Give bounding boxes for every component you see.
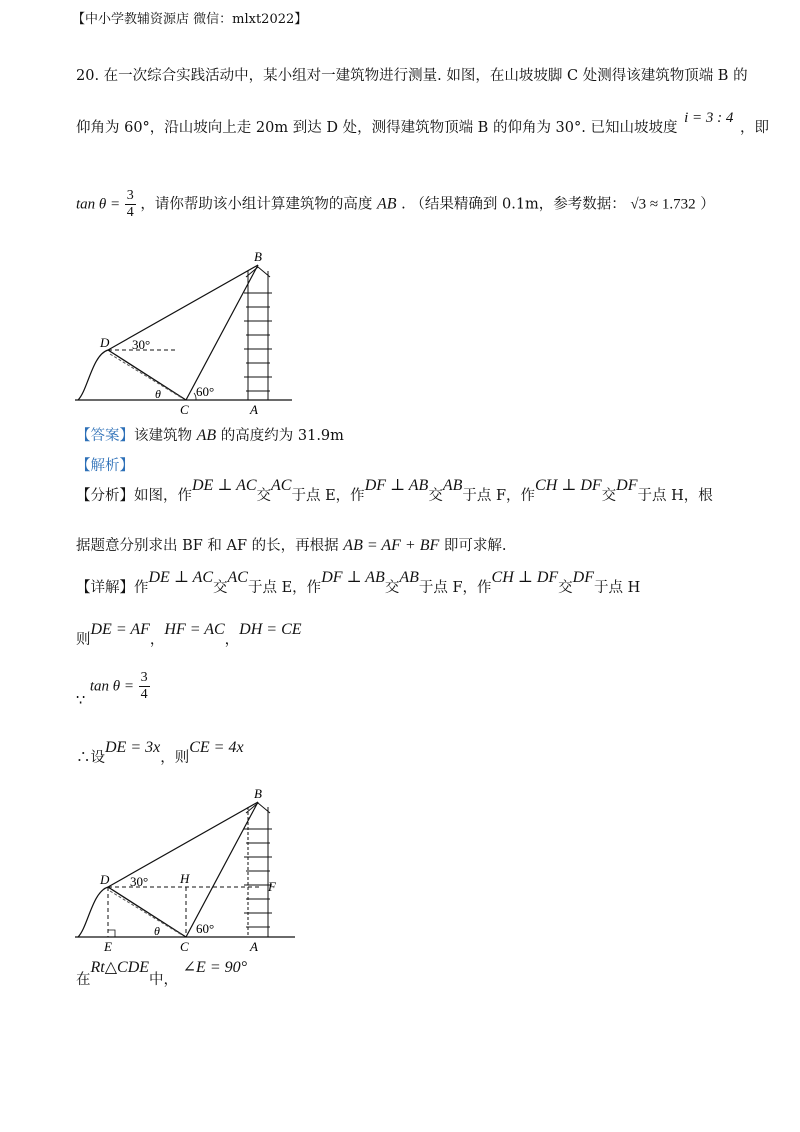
fig2-label-H: H [180,871,190,886]
because-symbol: ∵ [76,692,86,709]
detail-a5: 于点 F，作 [418,580,492,596]
detail-a3: 于点 E，作 [247,580,322,596]
fenxi-line-1 [76,477,713,506]
detail-eq3: DH = CE [239,621,302,638]
detail-m3: DF ⊥ AB [321,569,385,586]
fenxi-a2: 交 [256,488,272,504]
angle-e: ∠E = 90° [182,959,248,976]
fenxi-line-2 [76,536,506,556]
fig2-label-C: C [180,939,189,954]
detail-a4: 交 [384,580,400,596]
fig2-label-A: A [250,939,258,954]
fenxi-line2-eq: AB = AF + BF [343,537,440,554]
detail-tan: tan θ = [89,678,135,695]
detail-a2: 交 [213,580,228,596]
label-A: A [250,402,258,417]
page-header: 【中小学教辅资源店 微信：mlxt2022】 [72,12,308,27]
detail-eq4: DE = 3x [105,739,161,756]
fraction-denominator: 4 [126,205,134,220]
detail-line-4 [76,739,244,768]
detail-den: 4 [140,687,148,702]
sqrt3-approx: √3 ≈ 1.732 [630,196,696,213]
fenxi-m2: AC [271,477,292,494]
detail-m5: CH ⊥ DF [491,569,559,586]
fenxi-m6: DF [616,477,638,494]
detail-c2: ， [224,632,240,648]
fraction-numerator: 3 [126,188,134,203]
detail-a6: 交 [558,580,573,596]
fenxi-m4: AB [442,477,463,494]
fenxi-a7: 于点 H，根 [637,488,713,504]
fenxi-a3: 于点 E，作 [291,488,365,504]
problem-line-2 [76,110,769,138]
fenxi-a5: 于点 F，作 [462,488,536,504]
detail-num: 3 [140,670,148,685]
detail-line-2 [76,621,302,650]
fenxi-m3: DF ⊥ AB [364,477,429,494]
detail-line-1 [76,569,641,598]
detail-eq2: HF = AC [164,621,225,638]
detail-tag: 【详解】 [76,580,134,596]
detail-c3: ，则 [160,750,190,766]
problem-line-2-text: 仰角为 60°，沿山坡向上走 20m 到达 D 处，测得建筑物顶端 B 的仰角为 30°. 已知山坡坡度 [76,120,678,136]
detail-m2: AC [227,569,248,586]
figure-2 [70,785,302,957]
detail-c1: ， [149,632,165,648]
problem-line-2-end: ，即 [740,120,769,136]
problem-line-3 [76,188,715,221]
problem-line-1: 20. 在一次综合实践活动中，某小组对一建筑物进行测量. 如图，在山坡坡脚 C 处测得该建筑物顶端 B 的 [76,68,748,84]
problem-line-3-text-2: . （结果精确到 0.1m，参考数据： [401,196,626,213]
fig2-label-D: D [100,872,110,887]
detail-eq5: CE = 4x [189,739,244,756]
fig2-label-B: B [254,786,262,801]
detail-a7: 于点 H [593,580,641,596]
detail-line-3 [76,670,150,709]
label-60deg: 60° [196,384,215,399]
answer-text-b: 的高度约为 31.9m [220,428,344,444]
fenxi-a: 如图，作 [134,488,192,504]
detail-ze: 则 [76,632,91,648]
figure-1 [70,245,300,417]
answer-line [76,426,344,446]
answer-tag: 【答案】 [76,428,134,444]
zhong-text: 中， [149,972,179,988]
label-30deg: 30° [132,337,151,352]
zai-text: 在 [76,972,91,988]
fig2-label-30deg: 30° [130,874,149,889]
fraction-3-4 [125,188,136,221]
tan-theta: tan θ = [76,196,121,213]
fenxi-line2-a: 据题意分别求出 BF 和 AF 的长，再根据 [76,538,339,554]
problem-line-3-close: ） [700,196,715,213]
label-D: D [100,335,110,350]
fenxi-tag: 【分析】 [76,488,134,504]
detail-a: 作 [134,580,149,596]
detail-m6: DF [572,569,594,586]
fig2-label-F: F [268,879,276,894]
fig2-label-60deg: 60° [196,921,215,936]
fenxi-line2-b: 即可求解. [443,538,507,554]
problem-line-3-text: ，请你帮助该小组计算建筑物的高度 [140,196,373,213]
therefore-text: ∴设 [76,750,105,766]
rt-triangle: Rt△CDE [90,959,150,976]
slope-ratio: i = 3 : 4 [684,110,734,126]
answer-ab: AB [196,427,217,444]
fenxi-a6: 交 [601,488,617,504]
detail-line-5 [76,959,248,990]
ab-symbol: AB [377,195,397,213]
label-theta: θ [155,387,161,401]
fig2-label-theta: θ [154,924,160,938]
fenxi-m5: CH ⊥ DF [535,477,602,494]
label-C: C [180,402,189,417]
analysis-tag: 【解析】 [76,458,134,474]
detail-eq1: DE = AF [90,621,150,638]
detail-fraction [139,670,150,703]
fig2-label-E: E [104,939,112,954]
fenxi-m1: DE ⊥ AC [192,477,257,494]
label-B: B [254,249,262,264]
detail-m1: DE ⊥ AC [148,569,214,586]
fenxi-a4: 交 [428,488,443,504]
answer-text-a: 该建筑物 [134,428,192,444]
detail-m4: AB [399,569,419,586]
